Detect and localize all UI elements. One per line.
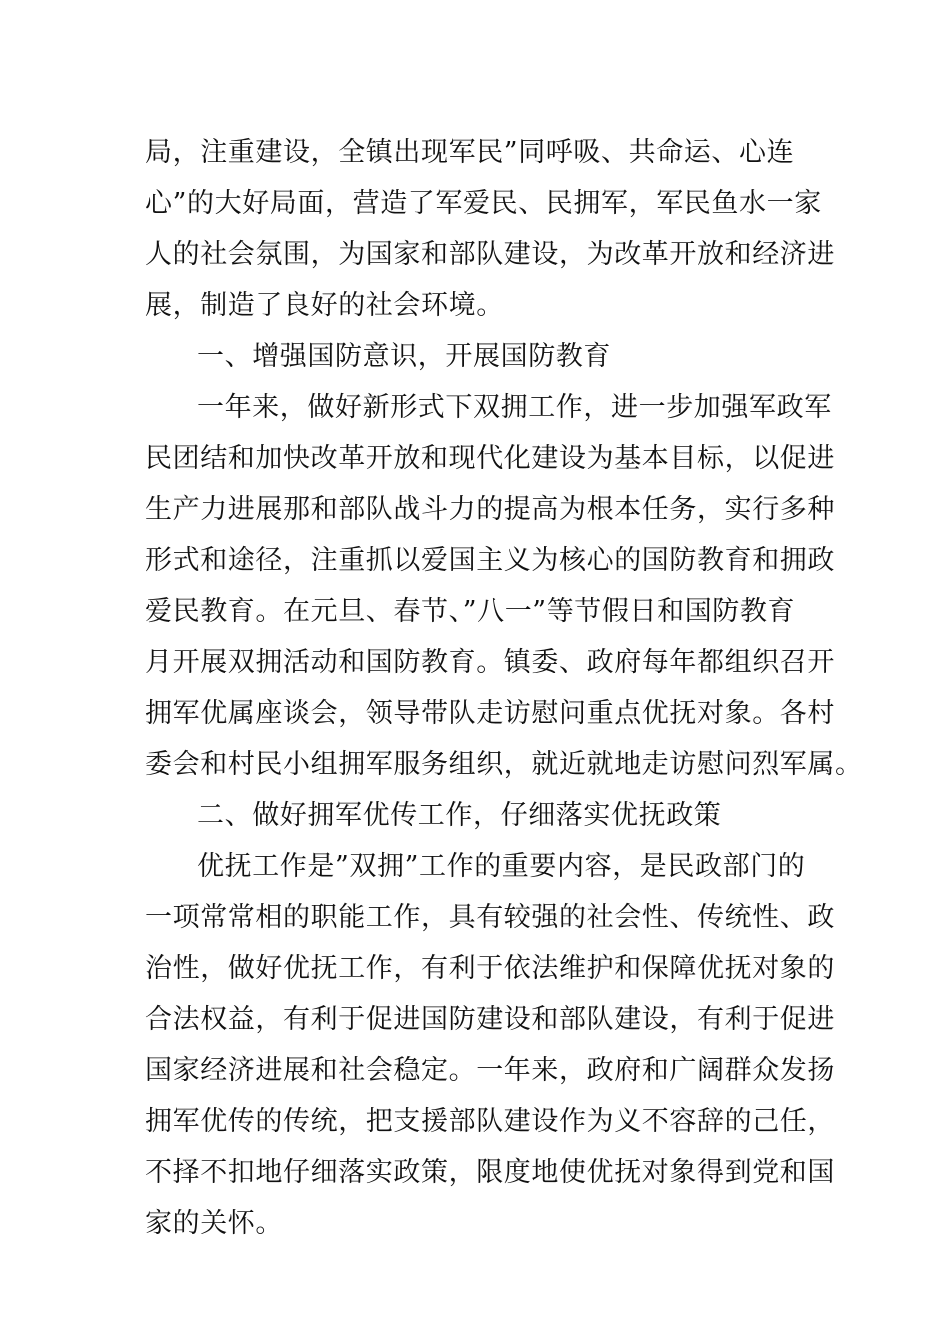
paragraph-line: 合法权益，有利于促进国防建设和部队建设，有利于促进: [145, 1004, 835, 1035]
paragraph-line: 优抚工作是”双拥”工作的重要内容，是民政部门的: [197, 851, 806, 882]
paragraph-line: 家的关怀。: [145, 1208, 283, 1239]
paragraph-line: 委会和村民小组拥军服务组织，就近就地走访慰问烈军属。: [145, 749, 863, 780]
paragraph-line: 拥军优传的传统，把支援部队建设作为义不容辞的己任，: [145, 1106, 835, 1137]
section-heading: 一、增强国防意识，开展国防教育: [197, 341, 611, 372]
document-body: [145, 127, 863, 1249]
paragraph-line: 局，注重建设，全镇出现军民”同呼吸、共命运、心连: [145, 137, 795, 168]
paragraph-line: 不择不扣地仔细落实政策，限度地使优抚对象得到党和国: [145, 1157, 835, 1188]
paragraph-line: 一项常常相的职能工作，具有较强的社会性、传统性、政: [145, 902, 835, 933]
paragraph-line: 展，制造了良好的社会环境。: [145, 290, 504, 321]
paragraph-line: 民团结和加快改革开放和现代化建设为基本目标，以促进: [145, 443, 835, 474]
paragraph-line: 人的社会氛围，为国家和部队建设，为改革开放和经济进: [145, 239, 835, 270]
paragraph-line: 生产力进展那和部队战斗力的提高为根本任务，实行多种: [145, 494, 835, 525]
section-heading: 二、做好拥军优传工作，仔细落实优抚政策: [197, 800, 722, 831]
paragraph-line: 形式和途径，注重抓以爱国主义为核心的国防教育和拥政: [145, 545, 835, 576]
paragraph-line: 拥军优属座谈会，领导带队走访慰问重点优抚对象。各村: [145, 698, 835, 729]
paragraph-line: 治性，做好优抚工作，有利于依法维护和保障优抚对象的: [145, 953, 835, 984]
paragraph-line: 心”的大好局面，营造了军爱民、民拥军，军民鱼水一家: [145, 188, 822, 219]
paragraph-line: 国家经济进展和社会稳定。一年来，政府和广阔群众发扬: [145, 1055, 835, 1086]
paragraph-line: 一年来，做好新形式下双拥工作，进一步加强军政军: [197, 392, 832, 423]
paragraph-line: 爱民教育。在元旦、春节、”八一”等节假日和国防教育: [145, 596, 796, 627]
paragraph-line: 月开展双拥活动和国防教育。镇委、政府每年都组织召开: [145, 647, 835, 678]
